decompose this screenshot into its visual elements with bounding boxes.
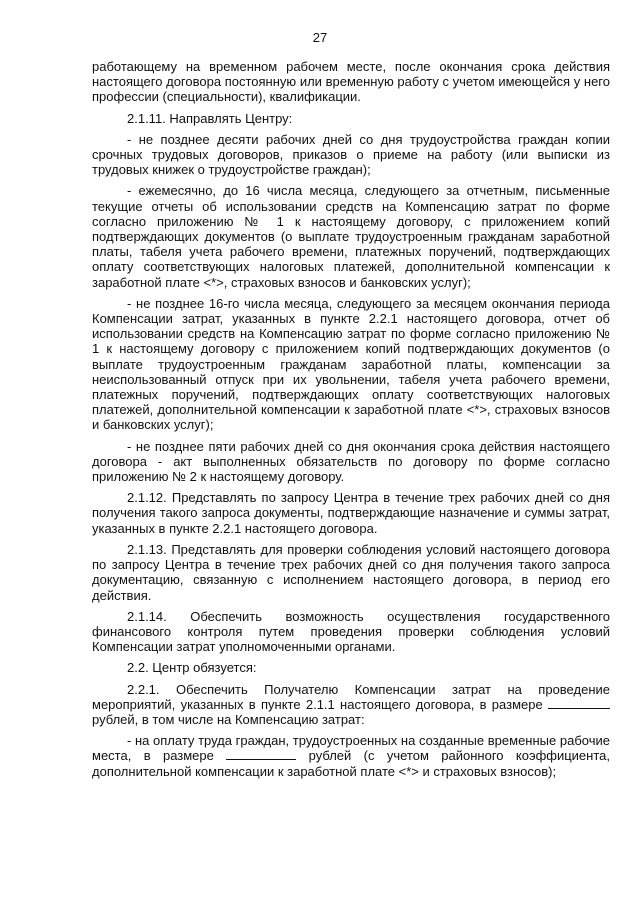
paragraph-2-1-13: 2.1.13. Представлять для проверки соблюдения условий настоящего договора по запросу Центра в течение трех рабочих дней со дня получения такого запроса документацию, связанную с исполнением настоящего договора, в период его действия. <box>92 541 610 603</box>
paragraph-payment-after: рублей (с учетом районного коэффициента, дополнительной компенсации к заработной плате <*> и страховых взносов); <box>92 748 610 779</box>
paragraph-copies: - не позднее десяти рабочих дней со дня трудоустройства граждан копии срочных трудовых договоров, приказов о приеме на работу (или выписки из трудовых книжек о трудоустройстве граждан); <box>92 131 610 178</box>
paragraph-2-1-12: 2.1.12. Представлять по запросу Центра в течение трех рабочих дней со дня получения такого запроса документы, подтверждающие назначение и суммы затрат, указанных в пункте 2.2.1 настоящего договора. <box>92 490 610 536</box>
paragraph-2-2-1-before: 2.2.1. Обеспечить Получателю Компенсации затрат на проведение мероприятий, указанных в пункте 2.1.1 настоящего договора, в размере <box>92 681 610 712</box>
amount-blank <box>548 697 610 709</box>
paragraph-payment-before: - на оплату труда граждан, трудоустроенных на созданные временные рабочие места, в размере <box>92 733 610 764</box>
paragraph-2-2-1-after: рублей, в том числе на Компенсацию затрат: <box>92 711 365 727</box>
paragraph-act: - не позднее пяти рабочих дней со дня окончания срока действия настоящего договора - акт выполненных обязательств по договору по форме согласно приложению № 2 к настоящему договору. <box>92 438 610 485</box>
paragraph-continuation: работающему на временном рабочем месте, после окончания срока действия настоящего договора постоянную или временную работу с учетом имеющейся у него профессии (специальности), квалификации. <box>92 59 610 105</box>
paragraph-2-1-14: 2.1.14. Обеспечить возможность осуществления государственного финансового контроля путем проведения проверки соблюдения условий Компенсации затрат уполномоченными органами. <box>92 608 610 655</box>
paragraph-2-2-1 <box>92 682 610 728</box>
paragraph-final-report: - не позднее 16-го числа месяца, следующего за месяцем окончания периода Компенсации затрат, указанных в пункте 2.2.1 настоящего договора, отчет об использовании средств на Компенсацию затрат по форме согласно приложению № 1 к настоящему договору с приложением копий подтверждающих документов (о выплате трудоустроенным гражданам заработной платы, компенсации за неиспользованный отпуск при их увольнении, табеля учета рабочего времени, платежных поручений, подтверждающих оплату соответствующих налоговых платежей, дополнительной компенсации к заработной плате <*>, страховых взносов и банковских услуг); <box>92 295 610 433</box>
page-number: 27 <box>312 30 328 45</box>
paragraph-2-1-11: 2.1.11. Направлять Центру: <box>127 110 293 126</box>
payment-amount-blank <box>226 748 296 760</box>
paragraph-monthly-reports: - ежемесячно, до 16 числа месяца, следующего за отчетным, письменные текущие отчеты об использовании средств на Компенсацию затрат по форме согласно приложению № 1 к настоящему договору, с приложением копий подтверждающих документов (о выплате трудоустроенным гражданам заработной платы, табеля учета рабочего времени, платежных поручений, подтверждающих оплату соответствующих налоговых платежей, дополнительной компенсации к заработной плате <*>, страховых взносов и банковских услуг); <box>92 183 610 290</box>
paragraph-2-2: 2.2. Центр обязуется: <box>127 660 257 676</box>
paragraph-payment <box>92 733 610 779</box>
document-body <box>92 59 610 785</box>
